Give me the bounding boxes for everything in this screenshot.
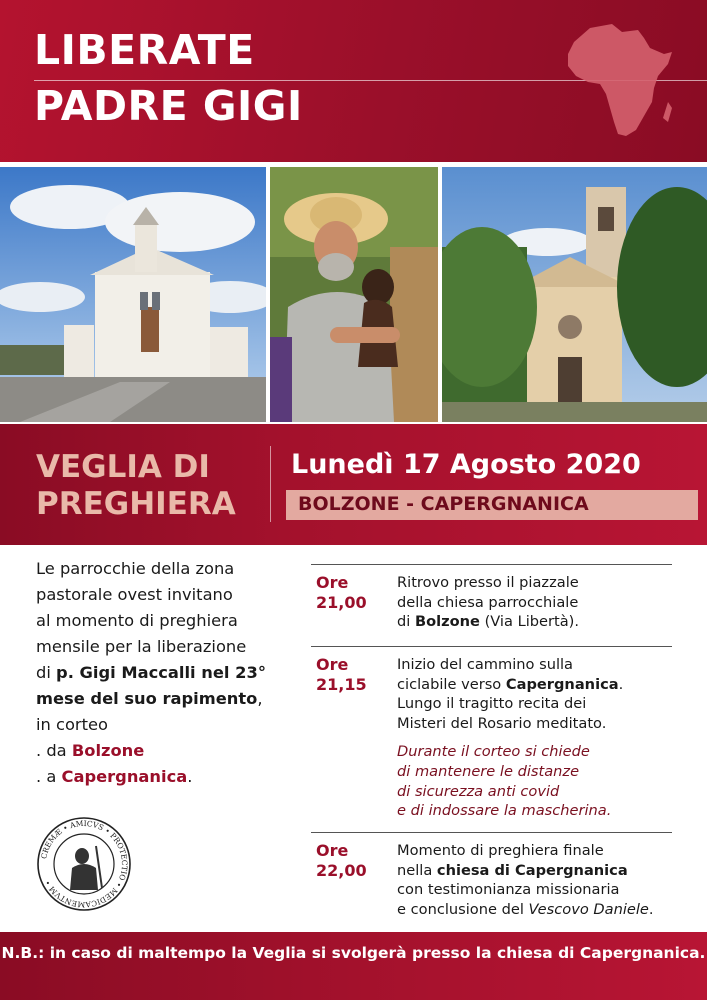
covid-note-line: e di indossare la mascherina.	[397, 802, 612, 820]
schedule-time	[316, 573, 386, 613]
church-bolzone-photo	[0, 167, 266, 422]
schedule-desc-line	[397, 612, 677, 632]
band-divider	[270, 446, 271, 522]
intro-text-span: .	[187, 767, 193, 786]
desc-bold-span: chiesa di Capergnanica	[436, 861, 628, 879]
schedule-description	[397, 573, 677, 632]
schedule-desc-line: della chiesa parrocchiale	[397, 593, 579, 611]
schedule-desc-line	[397, 675, 677, 695]
schedule-time-value: 21,15	[316, 675, 367, 694]
desc-span: di	[397, 613, 415, 631]
covid-note-line: di mantenere le distanze	[397, 762, 580, 780]
africa-map-icon	[560, 18, 680, 143]
schedule-item	[311, 832, 672, 932]
schedule-time	[316, 841, 386, 881]
schedule-desc-line	[397, 861, 677, 881]
desc-span: .	[648, 900, 654, 918]
event-title	[36, 449, 266, 523]
schedule-time-label: Ore	[316, 655, 349, 674]
event-title-line2: PREGHIERA	[36, 486, 236, 522]
schedule-time	[316, 655, 386, 695]
intro-line	[36, 686, 276, 712]
church-capergnanica-photo	[442, 167, 707, 422]
covid-note-line: di sicurezza anti covid	[397, 782, 560, 800]
schedule-desc-line: Inizio del cammino sulla	[397, 656, 574, 673]
footer-band	[0, 932, 707, 1000]
covid-note	[397, 742, 677, 820]
event-title-line1: VEGLIA DI	[36, 449, 210, 485]
desc-span: e conclusione del	[397, 900, 529, 918]
schedule-description	[397, 841, 677, 919]
padre-gigi-with-child-photo	[270, 167, 438, 422]
intro-line: al momento di preghiera	[36, 611, 238, 630]
schedule-desc-line: Ritrovo presso il piazzale	[397, 574, 579, 591]
intro-line: in corteo	[36, 715, 108, 734]
desc-bold-span: Bolzone	[414, 613, 480, 631]
desc-span: ciclabile verso	[397, 675, 506, 693]
desc-span: nella	[397, 861, 437, 879]
event-location: BOLZONE - CAPERGNANICA	[286, 490, 698, 520]
intro-text-span: . da	[36, 741, 72, 760]
page-title-line2: PADRE GIGI	[34, 82, 303, 130]
seal-lettering: CREMÆ • AMICVS • PROTECTIO • MEDICAMENTVM •	[39, 818, 130, 910]
event-date: Lunedì 17 Agosto 2020	[291, 449, 641, 480]
intro-line	[36, 738, 276, 764]
schedule-time-label: Ore	[316, 573, 349, 592]
intro-place-capergnanica: Capergnanica	[61, 767, 188, 786]
schedule-time-value: 21,00	[316, 593, 367, 612]
schedule-description	[397, 655, 677, 821]
diocese-seal-logo	[36, 816, 132, 912]
desc-span: (Via Libertà).	[479, 613, 579, 631]
intro-line	[36, 660, 276, 686]
intro-text-span: di	[36, 663, 57, 682]
intro-bold-span: p. Gigi Maccalli nel 23°	[56, 663, 266, 682]
intro-text	[36, 556, 276, 790]
header-banner	[0, 0, 707, 162]
schedule-desc-line: Misteri del Rosario meditato.	[397, 714, 607, 732]
intro-text-span: ,	[257, 689, 263, 708]
schedule-desc-line: Lungo il tragitto recita dei	[397, 695, 587, 713]
intro-line: Le parrocchie della zona	[36, 559, 235, 578]
intro-place-bolzone: Bolzone	[71, 741, 145, 760]
desc-italic-span: Vescovo Daniele	[528, 900, 649, 918]
schedule-item	[311, 646, 672, 832]
intro-line	[36, 764, 276, 790]
intro-text-span: . a	[36, 767, 62, 786]
schedule-desc-line: con testimonianza missionaria	[397, 881, 620, 899]
desc-span: .	[618, 675, 624, 693]
schedule-time-value: 22,00	[316, 861, 367, 880]
desc-bold-span: Capergnanica	[505, 675, 619, 693]
photo-strip	[0, 167, 707, 422]
page-title-line1: LIBERATE	[34, 26, 255, 74]
covid-note-line: Durante il corteo si chiede	[397, 743, 590, 761]
schedule-item	[311, 564, 672, 646]
footer-note: N.B.: in caso di maltempo la Veglia si svolgerà presso la chiesa di Capergnanica.	[1, 944, 706, 962]
intro-line: pastorale ovest invitano	[36, 585, 233, 604]
schedule-time-label: Ore	[316, 841, 349, 860]
schedule-desc-line: Momento di preghiera finale	[397, 842, 604, 859]
intro-bold-span: mese del suo rapimento	[36, 689, 258, 708]
intro-line: mensile per la liberazione	[36, 637, 247, 656]
schedule-desc-line	[397, 900, 677, 920]
